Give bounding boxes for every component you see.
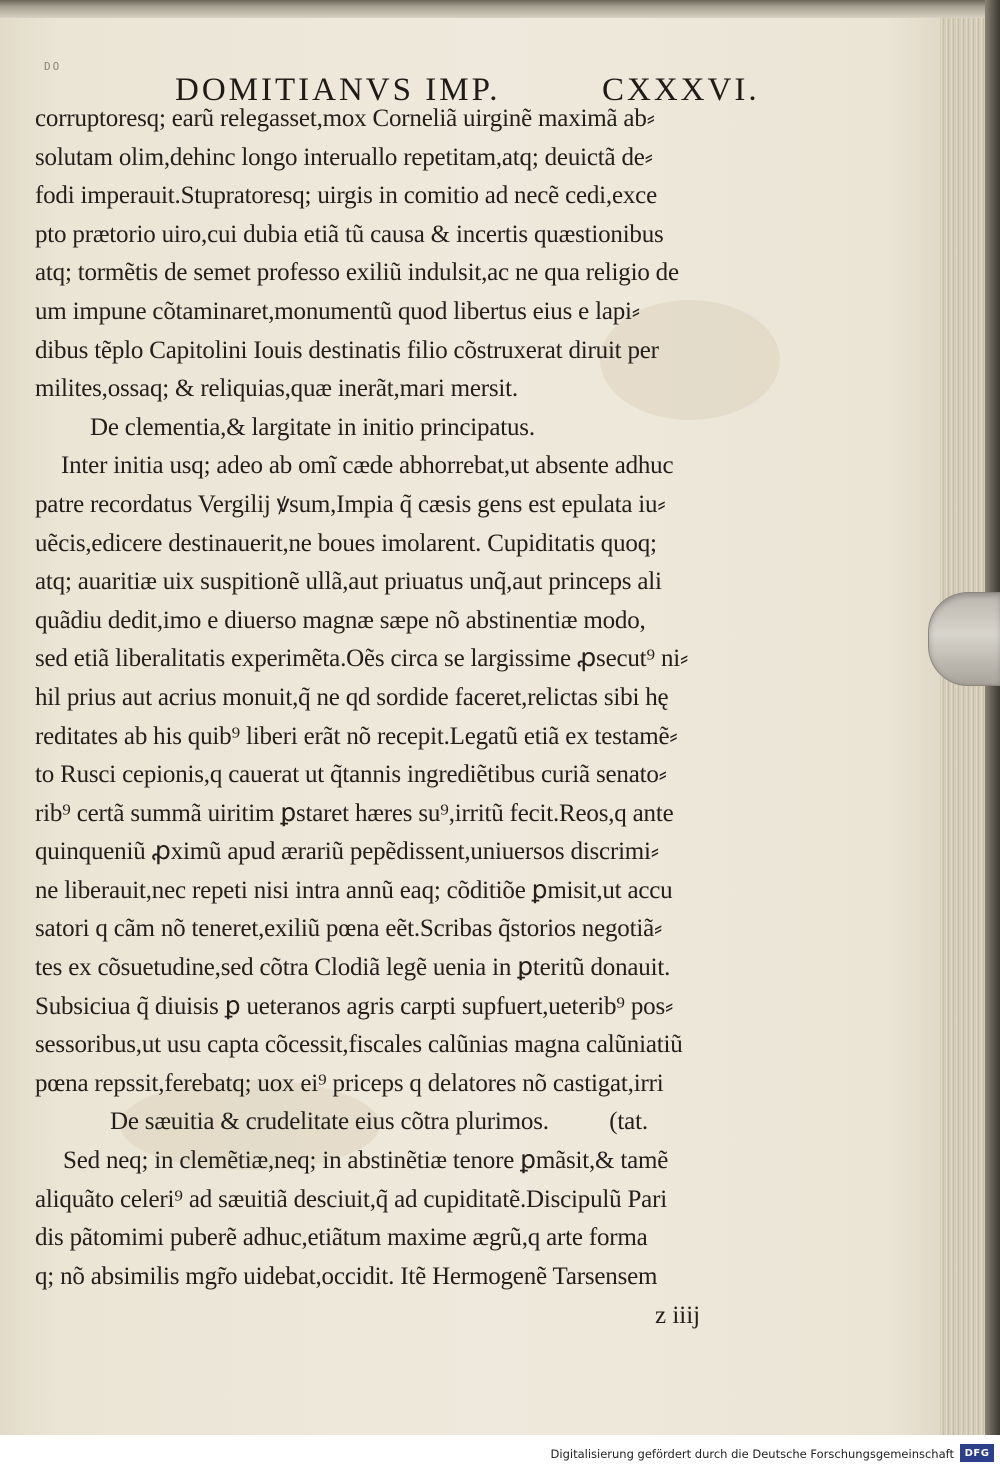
gathering-signature: z iiij [655, 1302, 701, 1329]
text-line: solutam olim,dehinc longo interuallo repetitam,atq; deuictã de⸗ [35, 143, 653, 171]
text-line: corruptoresq; earũ relegasset,mox Corneliã uirginẽ maximã ab⸗ [35, 105, 655, 132]
text-line: tes ex cõsuetudine,sed cõtra Clodiã legẽ uenia in ꝑteritũ donauit. [35, 954, 671, 982]
text-line: sessoribus,ut usu capta cõcessit,fiscales calũnias magna calũniatiũ [35, 1031, 683, 1059]
signature-mark: DO [44, 60, 62, 73]
text-line: atq; auaritiæ uix suspitionẽ ullã,aut priuatus unq̃,aut princeps ali [35, 568, 662, 596]
text-line: dibus tẽplo Capitolini Iouis destinatis filio cõstruxerat diruit per [35, 336, 659, 364]
section-heading: De sæuitia & crudelitate eius cõtra plurimos. (tat. [110, 1108, 648, 1136]
running-title: DOMITIANVS IMP. [175, 72, 501, 108]
section-heading: De clementia,& largitate in initio principatus. [90, 413, 535, 441]
text-line: sed etiã liberalitatis experimẽta.Oẽs circa se largissime ꝓsecut⁹ ni⸗ [35, 645, 689, 673]
text-line: quãdiu dedit,imo e diuerso magnæ sæpe nõ abstinentiæ modo, [35, 606, 646, 634]
text-line: fodi imperauit.Stupratoresq; uirgis in comitio ad necẽ cedi,exce [35, 182, 657, 210]
text-line: um impune cõtaminaret,monumentũ quod libertus eius e lapi⸗ [35, 297, 640, 325]
text-line: q; nõ absimilis mgr̃o uidebat,occidit. Itẽ Hermogenẽ Tarsensem [35, 1262, 658, 1290]
text-line: dis pãtomimi puberẽ adhuc,etiãtum maxime ægrũ,q arte forma [35, 1224, 648, 1252]
footer-credit: Digitalisierung gefördert durch die Deutsche Forschungsgemeinschaft [550, 1447, 954, 1461]
page-top-edge [0, 0, 985, 18]
text-line: milites,ossaq; & reliquias,quæ inerãt,mari mersit. [35, 375, 518, 403]
text-line: ne liberauit,nec repeti nisi intra annũ eaq; cõditiõe ꝑmisit,ut accu [35, 876, 673, 904]
text-line: reditates ab his quib⁹ liberi erãt nõ recepit.Legatũ etiã ex testamẽ⸗ [35, 722, 678, 750]
book-clip [928, 592, 1000, 686]
text-line: pœna repssit,ferebatq; uox ei⁹ priceps q delatores nõ castigat,irri [35, 1069, 664, 1097]
text-line: quinqueniũ ꝓximũ apud ærariũ pepẽdissent,uniuersos discrimi⸗ [35, 838, 659, 866]
footer-bar [0, 1435, 1000, 1474]
text-line: Inter initia usq; adeo ab omĩ cæde abhorrebat,ut absente adhuc [61, 452, 674, 480]
text-line: Subsiciua q̃ diuisis ꝑ ueteranos agris carpti supfuert,ueterib⁹ pos⸗ [35, 992, 674, 1020]
text-line: atq; tormẽtis de semet professo exiliũ indulsit,ac ne qua religio de [35, 259, 679, 287]
text-line: patre recordatus Vergilij ꝟsum,Impia q̃ cæsis gens est epulata iu⸗ [35, 490, 666, 518]
text-line: satori q cãm nõ teneret,exiliũ pœna eẽt.Scribas q̃storios negotiã⸗ [35, 915, 663, 943]
dfg-logo: DFG [960, 1444, 994, 1462]
text-line: pto prætorio uiro,cui dubia etiã tũ causa & incertis quæstionibus [35, 220, 664, 248]
text-line: uẽcis,edicere destinauerit,ne boues imolarent. Cupiditatis quoq; [35, 529, 657, 557]
text-line: hil prius aut acrius monuit,q̃ ne qd sordide faceret,relictas sibi hę [35, 683, 669, 711]
book-edge-shadow [985, 0, 1000, 1435]
text-body [35, 100, 775, 1296]
text-line: rib⁹ certã summã uiritim ꝑstaret hæres su⁹,irritũ fecit.Reos,q ante [35, 799, 674, 827]
folio-number: CXXXVI. [602, 72, 760, 108]
text-line: aliquãto celeri⁹ ad sæuitiã desciuit,q̃ ad cupiditatẽ.Discipulũ Pari [35, 1185, 667, 1213]
text-line: to Rusci cepionis,q cauerat ut q̃tannis ingrediẽtibus curiã senato⸗ [35, 761, 667, 789]
text-line: Sed neq; in clemẽtiæ,neq; in abstinẽtiæ tenore ꝑmãsit,& tamẽ [63, 1147, 669, 1175]
